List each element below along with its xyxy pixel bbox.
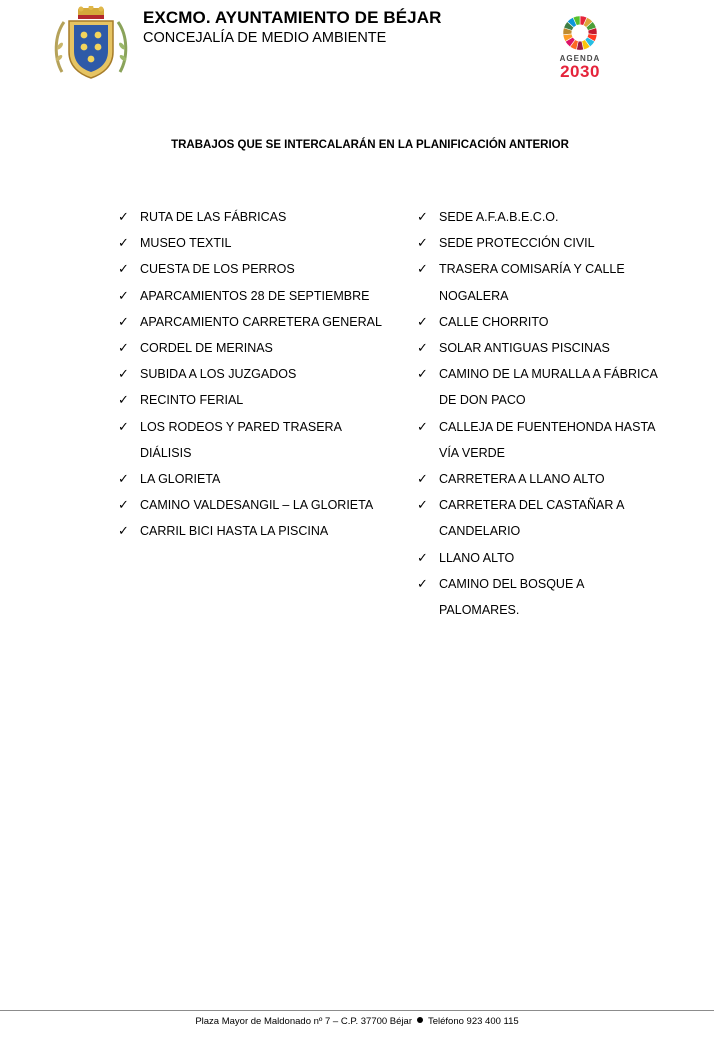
checkmark-icon: ✓ — [118, 235, 129, 251]
list-item — [417, 335, 667, 361]
list-item-label: CALLE CHORRITO — [439, 314, 549, 329]
list-item — [118, 283, 388, 309]
checkmark-icon: ✓ — [417, 209, 428, 224]
agenda-word: AGENDA — [559, 54, 601, 63]
list-item-label: RECINTO FERIAL — [140, 393, 244, 408]
list-item-label: SOLAR ANTIGUAS PISCINAS — [439, 341, 610, 356]
footer-phone: Teléfono 923 400 115 — [427, 1016, 519, 1027]
bullet-dot-icon — [417, 1017, 423, 1023]
page-header — [0, 0, 714, 90]
list-item — [118, 256, 388, 282]
list-item — [118, 309, 388, 335]
checkmark-icon: ✓ — [417, 340, 428, 356]
list-item-label: SEDE PROTECCIÓN CIVIL — [439, 236, 595, 251]
checkmark-icon: ✓ — [417, 471, 428, 487]
list-item — [417, 361, 667, 413]
list-item — [417, 230, 667, 256]
list-item — [118, 361, 388, 387]
list-item-label: CAMINO DE LA MURALLA A FÁBRICA DE DON PACO — [439, 367, 658, 408]
checkmark-icon: ✓ — [417, 497, 428, 513]
footer-divider — [0, 1010, 714, 1011]
organization-heading — [143, 8, 441, 48]
checkmark-icon: ✓ — [118, 418, 129, 434]
checkmark-icon: ✓ — [417, 261, 428, 277]
list-item — [417, 492, 667, 544]
list-item — [118, 518, 388, 544]
list-item — [118, 492, 388, 518]
list-item — [118, 335, 388, 361]
list-item-label: SEDE A.F.A.B.E.C.O. — [439, 210, 559, 224]
checkmark-icon: ✓ — [118, 523, 129, 539]
list-item — [417, 414, 667, 466]
list-item-label: CORDEL DE MERINAS — [140, 341, 273, 356]
list-item-label: CARRIL BICI HASTA LA PISCINA — [140, 524, 329, 539]
checkmark-icon: ✓ — [118, 287, 129, 303]
checkmark-icon: ✓ — [417, 418, 428, 434]
checkmark-icon: ✓ — [417, 235, 428, 251]
sdg-wheel-icon — [561, 14, 599, 52]
list-item-label: APARCAMIENTO CARRETERA GENERAL — [140, 314, 382, 329]
agenda-2030-logo — [552, 14, 608, 82]
list-item — [417, 571, 667, 623]
department-name: CONCEJALÍA DE MEDIO AMBIENTE — [143, 30, 387, 46]
list-item-label: LLANO ALTO — [439, 550, 515, 565]
checkmark-icon: ✓ — [118, 313, 129, 329]
list-item — [118, 387, 388, 413]
checkmark-icon: ✓ — [417, 313, 428, 329]
checkmark-icon: ✓ — [118, 392, 129, 408]
list-item-label: SUBIDA A LOS JUZGADOS — [140, 367, 297, 382]
checkmark-icon: ✓ — [118, 471, 129, 487]
checkmark-icon: ✓ — [118, 366, 129, 382]
list-item — [417, 309, 667, 335]
list-item-label: CARRETERA DEL CASTAÑAR A CANDELARIO — [439, 498, 624, 539]
checkmark-icon: ✓ — [118, 261, 129, 277]
works-list-right — [417, 204, 667, 623]
list-item — [417, 545, 667, 571]
list-item-label: CARRETERA A LLANO ALTO — [439, 472, 605, 487]
checkmark-icon: ✓ — [118, 340, 129, 356]
list-item-label: TRASERA COMISARÍA Y CALLE NOGALERA — [439, 262, 625, 303]
list-item-label: LA GLORIETA — [140, 472, 221, 487]
checkmark-icon: ✓ — [417, 549, 428, 565]
footer-address: Plaza Mayor de Maldonado nº 7 – C.P. 37700 Béjar — [195, 1016, 412, 1027]
checkmark-icon: ✓ — [417, 366, 428, 382]
list-item — [118, 466, 388, 492]
list-item-label: LOS RODEOS Y PARED TRASERA DIÁLISIS — [140, 419, 342, 460]
organization-name: EXCMO. AYUNTAMIENTO DE BÉJAR — [143, 8, 442, 27]
list-item-label: CALLEJA DE FUENTEHONDA HASTA VÍA VERDE — [439, 419, 655, 460]
list-item — [118, 414, 388, 466]
checkmark-icon: ✓ — [417, 575, 428, 591]
list-item-label: APARCAMIENTOS 28 DE SEPTIEMBRE — [140, 288, 370, 303]
checkmark-icon: ✓ — [118, 209, 129, 224]
checkmark-icon: ✓ — [118, 497, 129, 513]
coat-of-arms-icon — [52, 6, 130, 82]
list-item-label: CUESTA DE LOS PERROS — [140, 262, 295, 277]
list-item-label: CAMINO DEL BOSQUE A PALOMARES. — [439, 576, 584, 618]
document-title: TRABAJOS QUE SE INTERCALARÁN EN LA PLANIFICACIÓN ANTERIOR — [171, 139, 569, 151]
list-item — [118, 230, 388, 256]
agenda-year: 2030 — [560, 62, 600, 81]
list-item — [118, 204, 388, 230]
list-item-label: MUSEO TEXTIL — [140, 236, 232, 251]
works-list-left — [118, 204, 388, 545]
page-footer — [0, 1016, 714, 1027]
list-item-label: CAMINO VALDESANGIL – LA GLORIETA — [140, 498, 374, 513]
list-item — [417, 466, 667, 492]
list-item — [417, 204, 667, 230]
list-item-label: RUTA DE LAS FÁBRICAS — [140, 210, 287, 224]
list-item — [417, 256, 667, 308]
